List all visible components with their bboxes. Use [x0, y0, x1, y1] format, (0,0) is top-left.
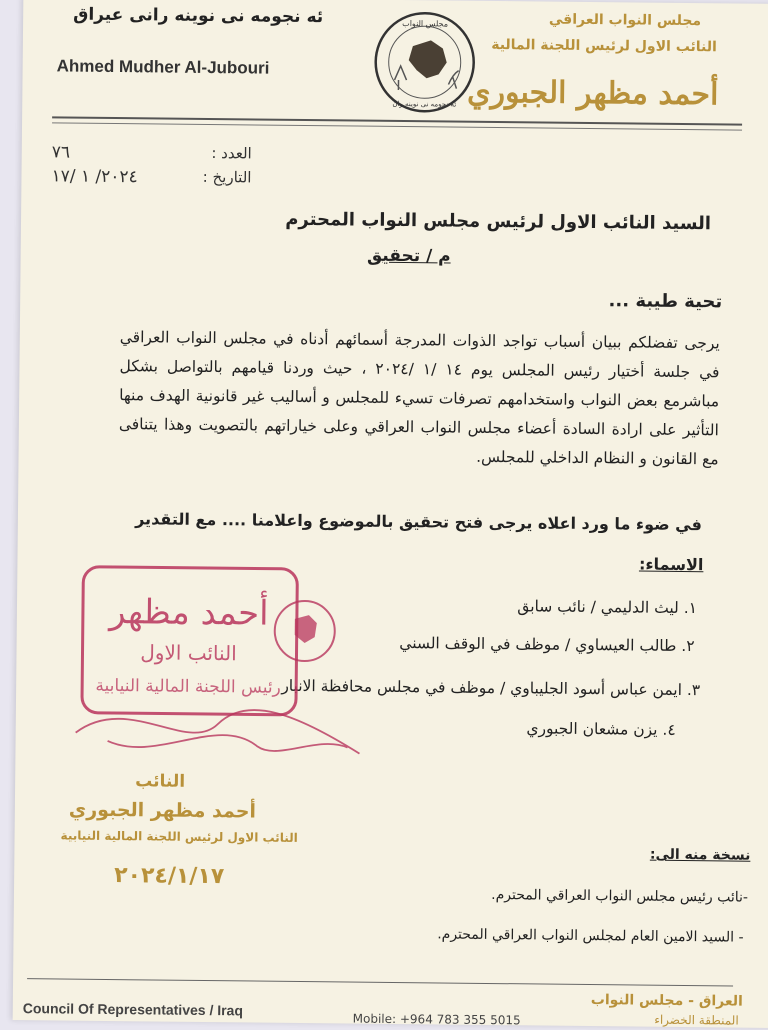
request-line: في ضوء ما ورد اعلاه يرجى فتح تحقيق بالموضوع واعلامنا .... مع التقدير — [135, 509, 702, 535]
footer-arabic: العراق - مجلس النواب — [590, 992, 743, 1010]
subject: م / تحقيق — [366, 245, 451, 267]
parliament-logo — [372, 10, 477, 115]
footer-english: Council Of Representatives / Iraq — [22, 1000, 244, 1019]
letter-body: يرجى تفضلكم ببيان أسباب تواجد الذوات المدرجة أسمائهم أدناه في مجلس النواب العراقي في جلسة أختيار رئيس المجلس يوم ١٤ /١ /٢٠٢٤ ، حيث وردنا قيامهم بالتواصل بشكل مباشرمع بعض النواب واستخدامهم تصرفات تسيء للمجلس و أساليب غير قانونية الهدف منها التأثير على ارادة السادة أعضاء مجلس النواب العراقي وعلى خياراتهم بالتصويت وهذا يتنافى مع القانون و النظام الداخلي للمجلس. — [118, 328, 720, 469]
official-stamp — [67, 563, 369, 766]
header-position: النائب الاول لرئيس اللجنة المالية — [491, 36, 717, 56]
letter-sheet — [13, 0, 768, 1028]
number-label: العدد : — [211, 144, 252, 163]
list-item: ٢. طالب العيساوي / موظف في الوقف السني — [399, 634, 695, 656]
greeting: تحية طيبة ... — [608, 290, 723, 313]
number-value: ٧٦ — [51, 142, 71, 163]
footer-arabic-secondary: المنطقة الخضراء — [654, 1012, 739, 1028]
copies-heading: نسخة منه الى: — [649, 846, 751, 864]
footer-phone: Mobile: +964 783 355 5015 — [352, 1011, 521, 1028]
footer-rule — [27, 978, 733, 986]
signature-title: النائب — [135, 771, 186, 792]
header-kurdish-title: ئه نجومه نى نوينه رانى عيراق — [73, 4, 324, 28]
header-council: مجلس النواب العراقي — [548, 11, 702, 30]
list-item: ١. ليث الدليمي / نائب سابق — [517, 597, 698, 618]
signature-date: ٢٠٢٤/١/١٧ — [114, 863, 225, 890]
stamp-line2: النائب الاول — [140, 640, 237, 666]
stamp-line3: رئيس اللجنة المالية النيابية — [95, 675, 281, 698]
copy-recipient: - السيد الامين العام لمجلس النواب العراقي المحترم. — [437, 926, 744, 946]
date-row — [51, 166, 251, 188]
logo-top-text: مجلس النواب — [402, 19, 449, 29]
logo-bottom-text: ئه نجومه نى نوينه ران — [392, 99, 457, 109]
addressee: السيد النائب الاول لرئيس مجلس النواب المحترم — [285, 208, 712, 235]
date-label: التاريخ : — [202, 167, 252, 187]
letter-meta — [51, 142, 251, 192]
signature-name: أحمد مظهر الجبوري — [68, 798, 257, 823]
list-item: ٤. يزن مشعان الجبوري — [526, 719, 676, 739]
header-arabic-name: أحمد مظهر الجبوري — [466, 74, 719, 113]
list-item: ٣. ايمن عباس أسود الجليباوي / موظف في مجلس محافظة الانبار — [281, 676, 701, 700]
number-row — [52, 142, 252, 164]
names-heading: الاسماء: — [638, 554, 704, 575]
stamp-line1: أحمد مظهر — [109, 591, 269, 634]
copy-recipient: -نائب رئيس مجلس النواب العراقي المحترم. — [491, 886, 749, 906]
date-value: ٢٠٢٤/ ١ /١٧ — [51, 166, 138, 188]
header-english-name: Ahmed Mudher Al-Jubouri — [56, 56, 270, 78]
signature-position: النائب الاول لرئيس اللجنة المالية النيابية — [60, 828, 298, 845]
